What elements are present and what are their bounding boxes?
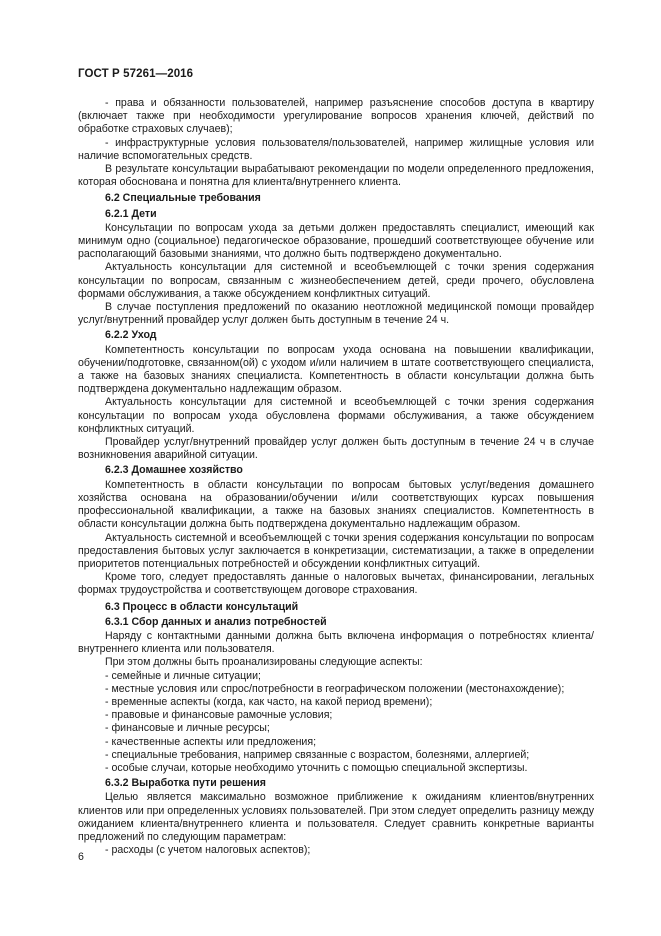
list-item: - особые случаи, которые необходимо уточнить с помощью специальной экспертизы.	[105, 761, 528, 774]
paragraph: Кроме того, следует предоставлять данные о налоговых вычетах, финансировании, легальных формах трудоустройства и соответствующем договоре страхования.	[78, 571, 594, 597]
list-item: - права и обязанности пользователей, например разъяснение способов доступа в квартиру (включает также при необходимости урегулирование вопросов хранения ключей, действий по обработке страховых случаев);	[78, 97, 594, 136]
list-item: - временные аспекты (когда, как часто, на какой период времени);	[105, 695, 433, 708]
section-heading-6-3-1: 6.3.1 Сбор данных и анализ потребностей	[105, 615, 327, 628]
paragraph: Актуальность консультации для системной и всеобъемлющей с точки зрения содержания консультации по вопросам ухода обусловлена формами обслуживания, а также обсуждением конфликтных ситуаций.	[78, 396, 594, 435]
list-item: - расходы (с учетом налоговых аспектов);	[105, 844, 311, 857]
paragraph: Провайдер услуг/внутренний провайдер услуг должен быть доступным в течение 24 ч в случае возникновения аварийной ситуации.	[78, 436, 594, 462]
section-heading-6-3-2: 6.3.2 Выработка пути решения	[105, 777, 266, 790]
list-item: - специальные требования, например связанные с возрастом, болезнями, аллергией;	[105, 748, 530, 761]
paragraph: Компетентность консультации по вопросам ухода основана на повышении квалификации, обучении/подготовке, связанном(ой) с уходом и/или наличием в штате соответствующего специалиста, а также на базовых знаниях специалиста. Компетентность в области консультации должна быть подтверждена документально надлежащим образом.	[78, 343, 594, 396]
list-item: - правовые и финансовые рамочные условия;	[105, 709, 333, 722]
section-heading-6-2-1: 6.2.1 Дети	[105, 207, 157, 220]
list-item: - семейные и личные ситуации;	[105, 669, 261, 682]
list-item: - местные условия или спрос/потребности в географическом положении (местонахождение);	[105, 682, 565, 695]
page-number: 6	[78, 851, 84, 863]
paragraph: Актуальность консультации для системной и всеобъемлющей с точки зрения содержания консультации по вопросам, связанным с жизнеобеспечением детей, среди прочего, обусловлена формами обслуживания, а также обсуждением конфликтных ситуаций.	[78, 261, 594, 300]
paragraph: В результате консультации вырабатывают рекомендации по модели определенного предложения, которая обоснована и понятна для клиента/внутреннего клиента.	[78, 163, 594, 189]
list-item: - качественные аспекты или предложения;	[105, 735, 317, 748]
paragraph: Компетентность в области консультации по вопросам бытовых услуг/ведения домашнего хозяйства основана на образовании/обучении и/или соответствующих курсах повышения профессиональной квалификации, а также на базовых знаниях специалистов. Компетентность в области консультации должна быть подтверждена документально надлежащим образом.	[78, 478, 594, 531]
section-heading-6-2-2: 6.2.2 Уход	[105, 329, 157, 342]
paragraph: Целью является максимально возможное приближение к ожиданиям клиентов/внутренних клиентов или при определенных условиях пользователей. При этом следует определить разницу между ожиданием клиента/внутреннего клиента и пользователя. Следует сравнить конкретные варианты предложений по следующим параметрам:	[78, 791, 594, 843]
list-item: - финансовые и личные ресурсы;	[105, 722, 270, 735]
document-body	[78, 97, 594, 857]
paragraph: Консультации по вопросам ухода за детьми должен предоставлять специалист, имеющий как минимум одно (социальное) педагогическое образование, прошедший соответствующее обучение или располагающий базовыми знаниями, что должно быть подтверждено документально.	[78, 221, 594, 261]
paragraph: При этом должны быть проанализированы следующие аспекты:	[105, 656, 423, 669]
list-item: - инфраструктурные условия пользователя/пользователей, например жилищные условия или наличие вспомогательных средств.	[78, 136, 594, 162]
paragraph: В случае поступления предложений по оказанию неотложной медицинской помощи провайдер услуг/внутренний провайдер услуг должен быть доступным в течение 24 ч.	[78, 301, 594, 327]
paragraph: Актуальность системной и всеобъемлющей с точки зрения содержания консультации по вопросам предоставления бытовых услуг заключается в конкретизации, систематизации, а также в определении приоритетов потенциальных потребностей и обсуждении конфликтных ситуаций.	[78, 531, 594, 570]
paragraph: Наряду с контактными данными должна быть включена информация о потребностях клиента/внутреннего клиента или пользователя.	[78, 629, 594, 656]
section-heading-6-3: 6.3 Процесс в области консультаций	[105, 600, 299, 613]
section-heading-6-2: 6.2 Специальные требования	[105, 192, 261, 205]
section-heading-6-2-3: 6.2.3 Домашнее хозяйство	[105, 464, 243, 477]
document-header: ГОСТ Р 57261—2016	[78, 68, 194, 80]
